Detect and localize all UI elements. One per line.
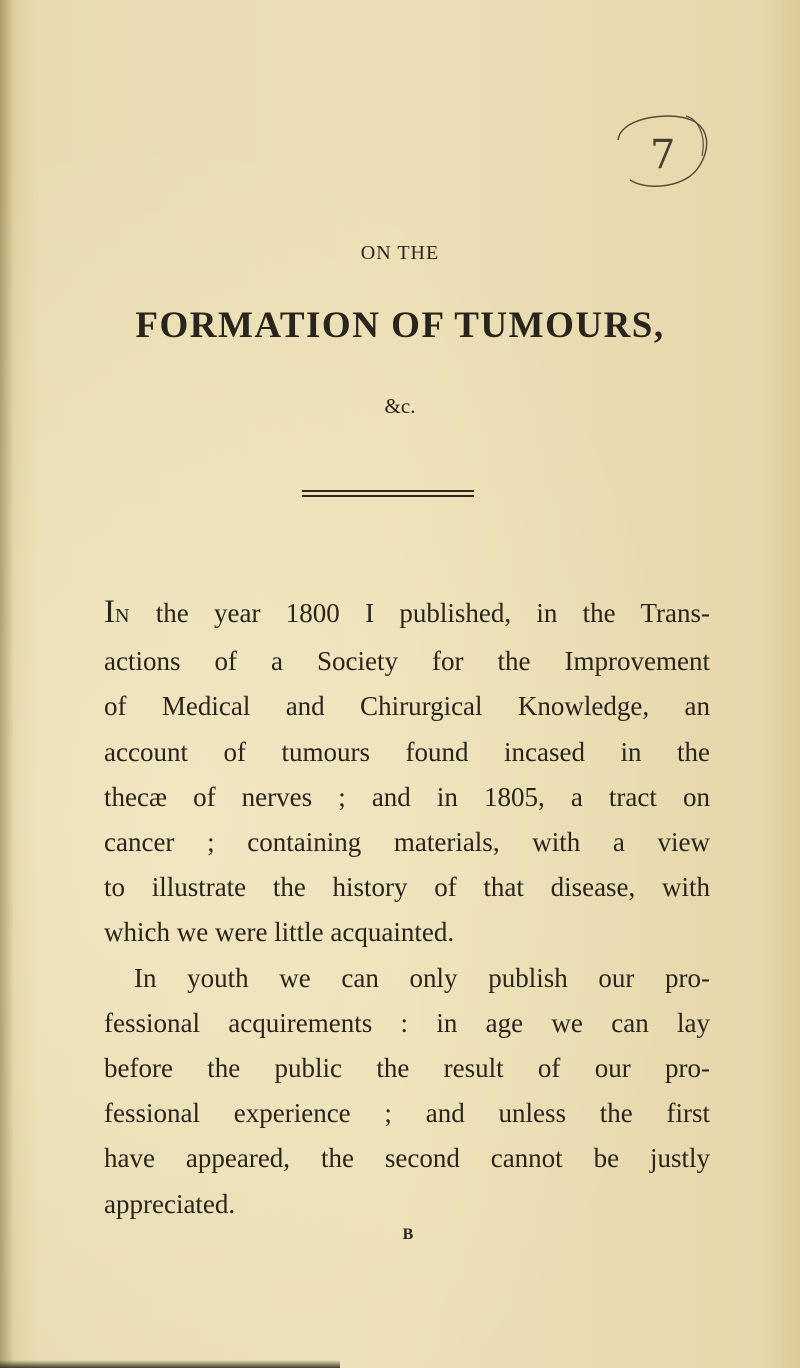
spine-shadow bbox=[0, 0, 14, 1368]
dropcap: I bbox=[104, 594, 115, 630]
header-on-the: ON THE bbox=[360, 242, 440, 264]
paragraph2-line-2: fessional acquirements : in age we can lay bbox=[104, 1007, 710, 1038]
title-etcetera: &c. bbox=[384, 394, 416, 418]
paragraph2-line-3: before the public the result of our pro- bbox=[104, 1053, 710, 1084]
paragraph1-line-2: actions of a Society for the Improvement bbox=[104, 646, 710, 677]
dropcap-smallcap: N bbox=[115, 605, 131, 627]
paragraph1-line-1 bbox=[104, 590, 710, 639]
paragraph1-line-8: which we were little acquainted. bbox=[104, 917, 455, 948]
paragraph1-line-5: thecæ of nerves ; and in 1805, a tract on bbox=[104, 781, 710, 812]
paragraph2-line-4: fessional experience ; and unless the first bbox=[104, 1098, 710, 1129]
paragraph1-line-4: account of tumours found incased in the bbox=[104, 736, 710, 767]
paragraph1-line-6: cancer ; containing materials, with a view bbox=[104, 827, 710, 858]
decorative-double-rule bbox=[302, 490, 474, 506]
paragraph2-line-1: In youth we can only publish our pro- bbox=[134, 962, 710, 993]
paragraph2-line-6: appreciated. bbox=[104, 1188, 236, 1219]
body-text bbox=[104, 590, 710, 1227]
folio-number: 7 bbox=[650, 132, 676, 178]
paragraph1-line-3: of Medical and Chirurgical Knowledge, an bbox=[104, 691, 710, 722]
paragraph1-line-1-text: the year 1800 I published, in the Trans- bbox=[130, 598, 710, 628]
paragraph2-line-5: have appeared, the second cannot be justly bbox=[104, 1143, 710, 1174]
page-title: FORMATION OF TUMOURS, bbox=[135, 305, 665, 346]
page-bottom-edge bbox=[0, 1360, 340, 1368]
signature-mark: B bbox=[402, 1226, 414, 1243]
paragraph1-line-7: to illustrate the history of that disease, with bbox=[104, 872, 710, 903]
folio-number-stamp bbox=[590, 108, 770, 198]
